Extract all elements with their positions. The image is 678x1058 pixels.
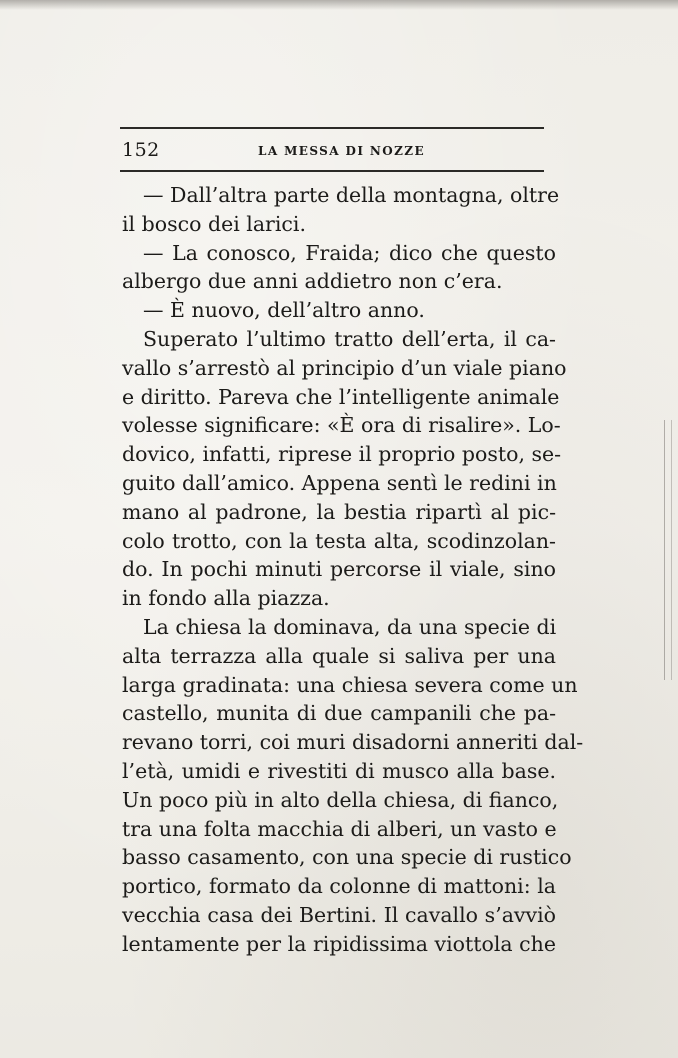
- text-line: do. In pochi minuti percorse il viale, sino: [122, 557, 556, 582]
- body-text: [122, 181, 584, 959]
- text-line: dovico, infatti, riprese il proprio posto, se-: [122, 442, 562, 467]
- text-line: mano al padrone, la bestia ripartì al pic-: [122, 499, 556, 524]
- header-rule-bottom: [120, 170, 544, 172]
- text-line: Un poco più in alto della chiesa, di fianco,: [122, 787, 559, 812]
- text-line: guito dall’amico. Appena sentì le redini in: [122, 470, 557, 495]
- text-line: albergo due anni addietro non c’era.: [122, 269, 503, 294]
- text-line: e diritto. Pareva che l’intelligente animale: [122, 384, 560, 409]
- text-line: vallo s’arrestò al principio d’un viale piano: [122, 355, 567, 380]
- text-line: — È nuovo, dell’altro anno.: [143, 298, 425, 323]
- text-line: revano torri, coi muri disadorni anneriti dal-: [122, 730, 584, 755]
- page-number: 152: [122, 139, 160, 161]
- text-line: vecchia casa dei Bertini. Il cavallo s’avviò: [122, 902, 556, 927]
- binding-edge-mark: [664, 420, 672, 680]
- text-line: — Dall’altra parte della montagna, oltre: [143, 183, 560, 207]
- text-line: La chiesa la dominava, da una specie di: [143, 614, 557, 639]
- text-line: — La conosco, Fraida; dico che questo: [143, 240, 556, 265]
- text-line: alta terrazza alla quale si saliva per una: [122, 643, 556, 668]
- text-line: il bosco dei larici.: [122, 211, 306, 236]
- text-line: Superato l’ultimo tratto dell’erta, il ca-: [143, 326, 556, 351]
- text-line: castello, munita di due campanili che pa-: [122, 701, 556, 726]
- text-line: in fondo alla piazza.: [122, 586, 330, 611]
- text-line: colo trotto, con la testa alta, scodinzolan-: [122, 528, 556, 553]
- text-line: lentamente per la ripidissima viottola che: [122, 931, 556, 956]
- text-line: volesse significare: «È ora di risalire». Lo-: [122, 413, 561, 438]
- text-line: portico, formato da colonne di mattoni: la: [122, 874, 556, 899]
- page-top-shadow: [0, 0, 678, 10]
- text-line: tra una folta macchia di alberi, un vasto e: [122, 816, 557, 841]
- text-line: l’età, umidi e rivestiti di musco alla base.: [122, 758, 556, 783]
- running-title: LA MESSA DI NOZZE: [258, 144, 425, 158]
- text-line: larga gradinata: una chiesa severa come un: [122, 672, 578, 697]
- header-rule-top: [120, 127, 544, 129]
- text-line: basso casamento, con una specie di rustico: [122, 845, 572, 870]
